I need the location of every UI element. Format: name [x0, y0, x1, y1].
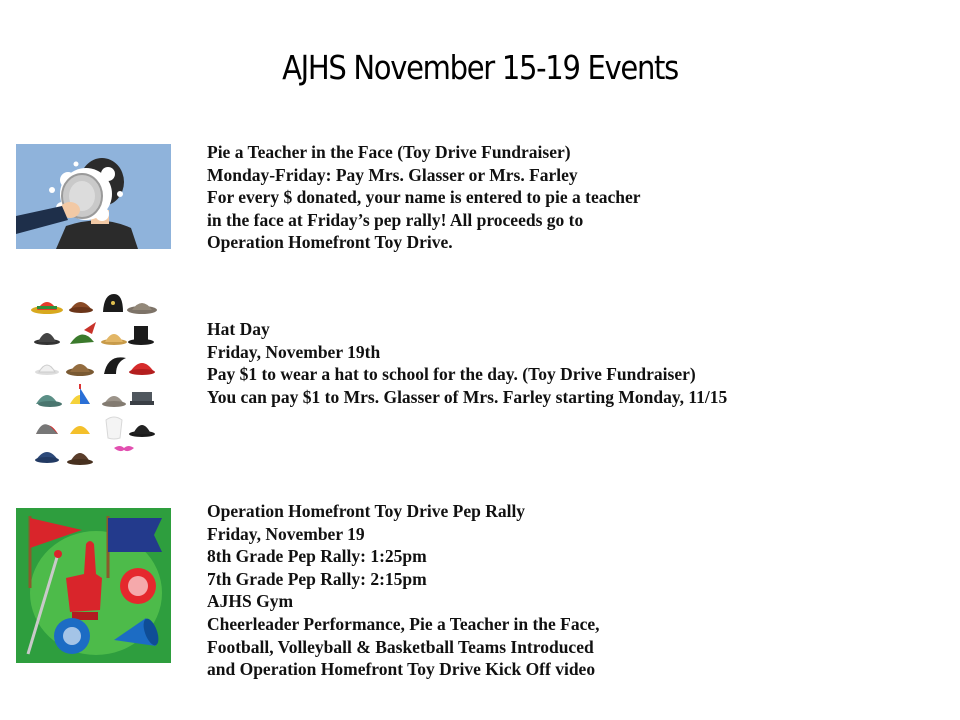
event-line: Monday-Friday: Pay Mrs. Glasser or Mrs. Farley — [207, 164, 578, 185]
event-line: 8th Grade Pep Rally: 1:25pm — [207, 546, 427, 567]
event-line: Friday, November 19th — [207, 341, 381, 362]
event-line: in the face at Friday’s pep rally! All proceeds go to — [207, 209, 584, 230]
event-line: Hat Day — [207, 319, 270, 339]
event-line: Pay $1 to wear a hat to school for the day. (Toy Drive Fundraiser) — [207, 364, 696, 385]
event-line: 7th Grade Pep Rally: 2:15pm — [207, 568, 427, 589]
event-line: For every $ donated, your name is entered to pie a teacher — [207, 187, 641, 208]
hats-image — [22, 288, 162, 468]
event-line: Pie a Teacher in the Face (Toy Drive Fundraiser) — [207, 142, 571, 162]
event-pep-rally — [207, 500, 600, 681]
event-line: Football, Volleyball & Basketball Teams Introduced — [207, 636, 594, 657]
event-hat-day — [207, 318, 727, 408]
event-line: Friday, November 19 — [207, 523, 365, 544]
pie-in-face-image — [16, 144, 171, 249]
pep-rally-image — [16, 508, 171, 663]
event-line: Cheerleader Performance, Pie a Teacher in the Face, — [207, 613, 600, 634]
page-title: AJHS November 15-19 Events — [282, 48, 678, 87]
event-line: Operation Homefront Toy Drive Pep Rally — [207, 501, 526, 521]
event-line: AJHS Gym — [207, 591, 294, 612]
event-line: You can pay $1 to Mrs. Glasser of Mrs. Farley starting Monday, 11/15 — [207, 386, 728, 407]
event-line: Operation Homefront Toy Drive. — [207, 232, 453, 253]
event-pie-a-teacher — [207, 141, 641, 254]
event-line: and Operation Homefront Toy Drive Kick Off video — [207, 659, 596, 680]
